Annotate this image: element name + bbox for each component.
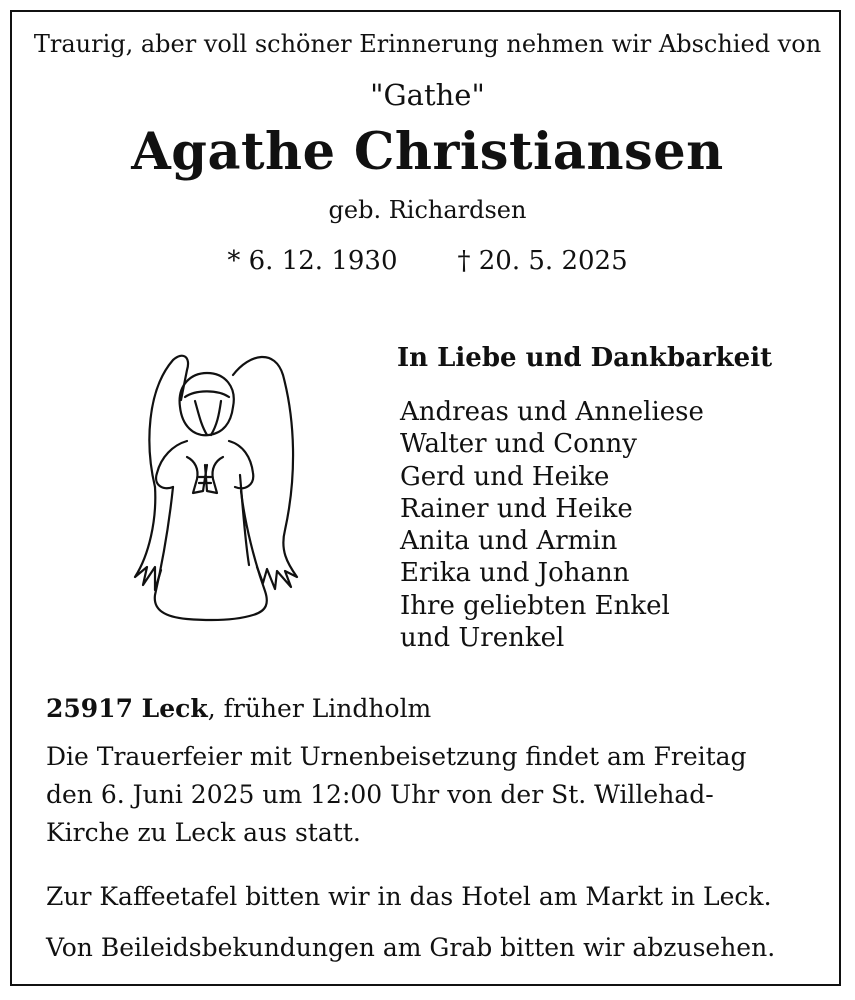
town: 25917 Leck [46, 694, 208, 723]
mourners-list [400, 396, 704, 654]
place-line [46, 694, 431, 723]
deceased-name: Agathe Christiansen [131, 122, 724, 182]
list-item: Gerd und Heike [400, 461, 610, 492]
funeral-line: Kirche zu Leck aus statt. [46, 818, 361, 847]
angel-icon [125, 345, 305, 630]
nickname: "Gathe" [370, 78, 485, 112]
coffee-text: Zur Kaffeetafel bitten wir in das Hotel am Markt in Leck. [46, 882, 772, 911]
funeral-line: Die Trauerfeier mit Urnenbeisetzung findet am Freitag [46, 742, 747, 771]
death-date: † 20. 5. 2025 [457, 246, 628, 276]
list-item: Erika und Johann [400, 558, 630, 589]
funeral-text [46, 738, 816, 852]
intro-text: Traurig, aber voll schöner Erinnerung nehmen wir Abschied von [33, 30, 822, 58]
list-item: Rainer und Heike [400, 493, 633, 524]
former-town: , früher Lindholm [207, 694, 432, 723]
list-item: und Urenkel [400, 623, 565, 654]
list-item: Ihre geliebten Enkel [400, 590, 670, 621]
funeral-line: den 6. Juni 2025 um 12:00 Uhr von der St. Willehad- [46, 780, 714, 809]
list-item: Andreas und Anneliese [400, 397, 704, 427]
list-item: Anita und Armin [400, 526, 618, 557]
list-item: Walter und Conny [400, 429, 637, 460]
birth-name: geb. Richardsen [328, 196, 527, 224]
birth-date: * 6. 12. 1930 [227, 246, 398, 276]
mourners-heading: In Liebe und Dankbarkeit [397, 343, 773, 373]
life-dates [0, 246, 855, 276]
condolence-text: Von Beileidsbekundungen am Grab bitten wir abzusehen. [46, 933, 776, 962]
